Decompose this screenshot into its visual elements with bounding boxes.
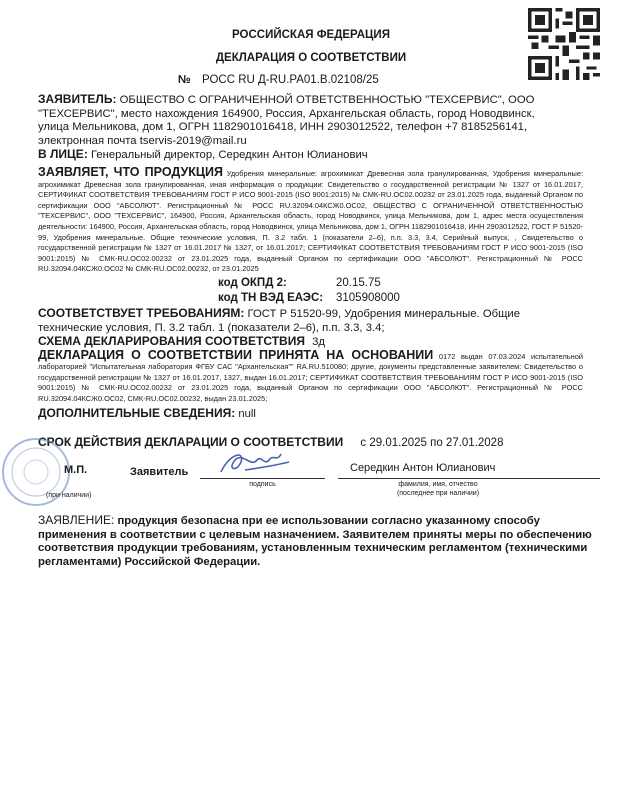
scheme-label: СХЕМА ДЕКЛАРИРОВАНИЯ СООТВЕТСТВИЯ (38, 334, 305, 349)
product-text: Удобрения минеральные: агрохимикат Древесная зола гранулированная, Удобрения минеральные: агрохимикат Древесная зола гранулированная, иная информация о продукции: Свидетельство о государственной регистрации № 1327 от 16.01.2017, СЕРТИФИКАТ СООТВЕТСТВИЯ ТРЕБОВАНИЯМ ГОСТ Р ИСО 9001-2015 (ISO 9001:2015) № СМК-RU.OC02.00232 от 23.01.2025 года, выданный Органом по сертификации ООО "АБСОЛЮТ". Регистрационный № РОСС RU.32094.04КСЖ0.ОС02, ОБЩЕСТВО С ОГРАНИЧЕННОЙ ОТВЕТСТВЕННОСТЬЮ "ТЕХСЕРВИС", ООО "ТЕХСЕРВИС", 164900, Россия, Архангельская область, город Новодвинск, улица Мельникова, дом 1, адрес места осуществления деятельности: 164900, Россия, Архангельская область, город Новодвинск, улица Мельникова, дом 1, ОГРН 1182901016418, ИНН 2903012522, ГОСТ Р 51520-99, Удобрения минеральные. Общие технические условия, П. 3.2 табл. 1 (показатели 2–6), п.п. 3.3, 3.4, Серийный выпуск, , Свидетельство о государственной регистрации № 1327 от 16.01.2017 № 1327, от 16.01.2017; СЕРТИФИКАТ СООТВЕТСТВИЯ ТРЕБОВАНИЯМ ГОСТ Р ИСО 9001-2015 (ISO 9001:2015) № СМК-RU.OC02.00232 от 23.01.2025 года, выданный Органом по сертификации ООО "АБСОЛЮТ". Регистрационный № РОСС RU.32094.04КСЖ0.ОС02 № СМК-RU.OC02.00232, от 23.01.2025 (38, 168, 584, 274)
basis-text: 0172 выдан 07.03.2024 испытательной лабораторией "Испытательная лаборатория ФГБУ САС "Архангельская"" RA.RU.510080; другие, документы представленные заявителем: Свидетельство о государственной регистрации № 1327 от 16.01.2017, 1327, выдан 16.01.2017; СЕРТИФИКАТ СООТВЕТСТВИЯ ТРЕБОВАНИЯМ ГОСТ Р ИСО 9001-2015 (ISO 9001:2015) № СМК-RU.OC02.00232 от 23.01.2025 года, выданный Органом по сертификации ООО "АБСОЛЮТ". Регистрационный № РОСС RU.32094.04КСЖ0.ОС02, СМК-RU.OC02.00232, выдан 23.01.2025; (38, 351, 583, 404)
tnved-row (38, 292, 598, 307)
validity-section (38, 435, 598, 450)
okpd-label: код ОКПД 2: (218, 276, 287, 289)
product-section (38, 164, 584, 275)
number-value: РОСС RU Д-RU.PA01.B.02108/25 (202, 74, 379, 86)
document-title: ДЕКЛАРАЦИЯ О СООТВЕТСТВИИ (215, 52, 407, 64)
validity-value: с 29.01.2025 по 27.01.2028 (360, 437, 504, 450)
tnved-value: 3105908000 (336, 291, 400, 304)
qr-code (528, 8, 600, 80)
stamp-place-label: М.П. (64, 464, 88, 477)
declaration-number (178, 74, 379, 86)
requirements-section (38, 307, 558, 335)
requirements-label: СООТВЕТСТВУЕТ ТРЕБОВАНИЯМ: (38, 305, 245, 320)
requirements-text: ГОСТ Р 51520-99, Удобрения минеральные. Общие технические условия, П. 3.2 табл. 1 (показатели 2–6), п.п. 3.3, 3.4; (38, 307, 520, 334)
product-label: ЗАЯВЛЯЕТ, ЧТО ПРОДУКЦИЯ (38, 164, 223, 179)
okpd-row (38, 277, 598, 292)
basis-label: ДЕКЛАРАЦИЯ О СООТВЕТСТВИИ ПРИНЯТА НА ОСНОВАНИИ (38, 347, 434, 362)
additional-value: null (238, 407, 256, 420)
applicant-label: ЗАЯВИТЕЛЬ: (38, 92, 117, 106)
additional-section (38, 407, 598, 422)
okpd-value: 20.15.75 (336, 276, 381, 289)
signatory-name: Середкин Антон Юлианович (350, 462, 496, 475)
person-text: Генеральный директор, Середкин Антон Юлианович (90, 149, 368, 162)
applicant-text: ОБЩЕСТВО С ОГРАНИЧЕННОЙ ОТВЕТСТВЕННОСТЬЮ "ТЕХСЕРВИС", ООО "ТЕХСЕРВИС", место нахождения 164900, Россия, Архангельская область, город Новодвинск, улица Мельникова, дом 1, ОГРН 1182901016418, ИНН 2903012522, телефон +7 8185256141, электронная почта tservis-2019@mail.ru (38, 94, 535, 147)
statement-section (38, 514, 598, 569)
name-caption-2: (последнее при наличии) (396, 490, 480, 498)
tnved-label: код ТН ВЭД ЕАЭС: (218, 291, 324, 304)
name-line (338, 478, 600, 479)
applicant-sign-label: Заявитель (130, 466, 189, 479)
signature-block (38, 452, 598, 514)
applicant-section (38, 93, 558, 163)
additional-label: ДОПОЛНИТЕЛЬНЫЕ СВЕДЕНИЯ: (38, 405, 236, 420)
statement-label: ЗАЯВЛЕНИЕ: (38, 513, 115, 528)
signature-caption: подпись (249, 481, 276, 489)
stamp-place-note: (при наличии) (46, 492, 92, 500)
country-heading: РОССИЙСКАЯ ФЕДЕРАЦИЯ (232, 29, 390, 41)
document-body (38, 93, 598, 570)
person-label: В ЛИЦЕ: (38, 147, 88, 162)
number-sign: № (178, 74, 191, 86)
signature-image (215, 446, 295, 480)
statement-text: продукция безопасна при ее использовании согласно указанному способу применения в соответствии с целевым назначением. Заявителем приняты меры по обеспечению соответствия продукции требованиям, установленным техническим регламентом (техническими регламентами) Российской Федерации. (38, 515, 592, 569)
name-caption-1: фамилия, имя, отчество (398, 481, 478, 489)
signature-line (200, 478, 325, 479)
scheme-value: 3д (312, 336, 325, 349)
validity-label: СРОК ДЕЙСТВИЯ ДЕКЛАРАЦИИ О СООТВЕТСТВИИ (38, 435, 344, 450)
basis-section (38, 347, 583, 405)
